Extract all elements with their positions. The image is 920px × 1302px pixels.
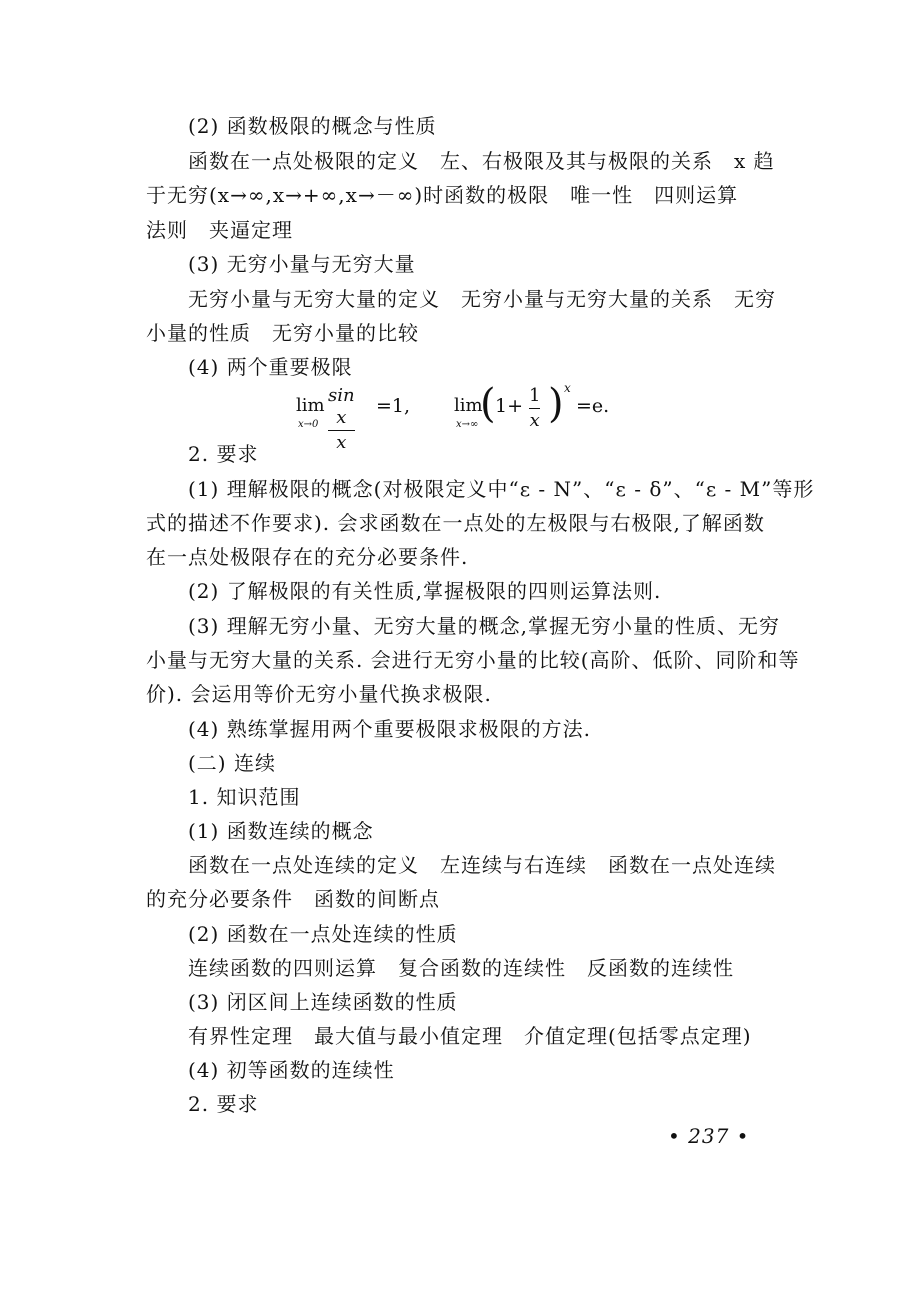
fraction-sinx-over-x (328, 385, 355, 454)
lim-subscript: x→∞ (456, 419, 479, 430)
page-number: • 237 • (668, 1124, 750, 1148)
text-line: 函数在一点处连续的定义 左连续与右连续 函数在一点处连续 (188, 853, 776, 877)
text-line: (3) 理解无穷小量、无穷大量的概念,掌握无穷小量的性质、无穷 (188, 614, 781, 638)
text-line: 的充分必要条件 函数的间断点 (146, 887, 440, 911)
text-line: 连续函数的四则运算 复合函数的连续性 反函数的连续性 (188, 956, 734, 980)
fraction-numerator: sin x (328, 385, 355, 428)
fraction-one-over-x (529, 385, 540, 432)
equals-one: =1, (376, 395, 411, 417)
fraction-denominator: x (336, 432, 347, 453)
text-line: (4) 熟练掌握用两个重要极限求极限的方法. (188, 717, 592, 741)
heading-infinitesimal: (3) 无穷小量与无穷大量 (188, 252, 416, 276)
text-line: 在一点处极限存在的充分必要条件. (146, 545, 469, 569)
text-line: 函数在一点处极限的定义 左、右极限及其与极限的关系 x 趋 (188, 149, 775, 173)
text-line: 法则 夹逼定理 (146, 218, 293, 242)
fraction-bar (529, 408, 540, 409)
text-line: 有界性定理 最大值与最小值定理 介值定理(包括零点定理) (188, 1024, 752, 1048)
right-paren: ) (548, 381, 564, 427)
fraction-numerator: 1 (529, 385, 541, 406)
one-plus: 1+ (495, 395, 524, 417)
heading-closed-interval: (3) 闭区间上连续函数的性质 (188, 990, 458, 1014)
lim-subscript: x→0 (298, 419, 319, 430)
text-line: 小量与无穷大量的关系. 会进行无穷小量的比较(高阶、低阶、同阶和等 (146, 648, 800, 672)
heading-knowledge-scope: 1. 知识范围 (188, 785, 301, 809)
equals-e: =e. (576, 395, 610, 417)
text-line: (1) 理解极限的概念(对极限定义中“ε - N”、“ε - δ”、“ε - M”等形 (188, 477, 815, 501)
text-line: 式的描述不作要求). 会求函数在一点处的左极限与右极限,了解函数 (146, 511, 765, 535)
text-line: (2) 了解极限的有关性质,掌握极限的四则运算法则. (188, 579, 662, 603)
text-line: 无穷小量与无穷大量的定义 无穷小量与无穷大量的关系 无穷 (188, 287, 776, 311)
left-paren: ( (480, 381, 496, 427)
text-line: 小量的性质 无穷小量的比较 (146, 321, 419, 345)
heading-two-limits: (4) 两个重要极限 (188, 355, 353, 379)
text-line: 于无穷(x→∞,x→+∞,x→－∞)时函数的极限 唯一性 四则运算 (146, 183, 739, 207)
heading-function-limit: (2) 函数极限的概念与性质 (188, 114, 437, 138)
fraction-denominator: x (529, 410, 540, 431)
exponent: x (564, 381, 571, 395)
heading-requirements: 2. 要求 (188, 442, 259, 466)
fraction-bar (328, 430, 355, 431)
lim-word: lim (454, 395, 483, 416)
lim-word: lim (296, 395, 325, 416)
heading-continuity-concept: (1) 函数连续的概念 (188, 819, 374, 843)
heading-requirements-2: 2. 要求 (188, 1092, 259, 1116)
text-line: 价). 会运用等价无穷小量代换求极限. (146, 682, 492, 706)
heading-elementary-functions: (4) 初等函数的连续性 (188, 1058, 395, 1082)
heading-point-continuity: (2) 函数在一点处连续的性质 (188, 922, 458, 946)
heading-continuity: (二) 连续 (188, 751, 276, 775)
